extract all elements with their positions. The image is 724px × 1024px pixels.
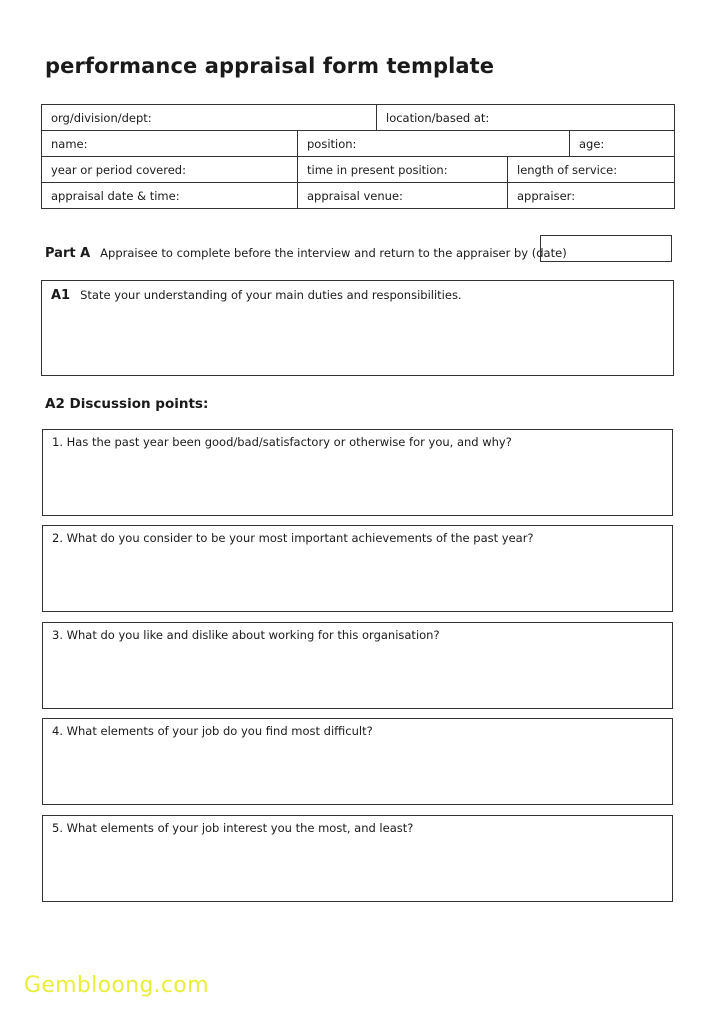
watermark: Gembloong.com <box>24 973 209 998</box>
appraisal-venue-field[interactable]: appraisal venue: <box>298 183 508 209</box>
appraisal-date-field[interactable]: appraisal date & time: <box>42 183 298 209</box>
period-covered-field[interactable]: year or period covered: <box>42 157 298 183</box>
question-text: 2. What do you consider to be your most important achievements of the past year? <box>52 531 534 545</box>
a2-heading: A2 Discussion points: <box>45 396 209 412</box>
part-a-instruction <box>45 246 567 261</box>
question-text: 3. What do you like and dislike about working for this organisation? <box>52 628 440 642</box>
part-a-label: Part A <box>45 246 91 261</box>
age-field[interactable]: age: <box>570 131 675 157</box>
position-field[interactable]: position: <box>298 131 570 157</box>
time-in-position-field[interactable]: time in present position: <box>298 157 508 183</box>
info-table <box>41 104 675 209</box>
name-field[interactable]: name: <box>42 131 298 157</box>
question-text: 5. What elements of your job interest you the most, and least? <box>52 821 414 835</box>
a1-text: State your understanding of your main duties and responsibilities. <box>80 288 462 302</box>
question-box-1[interactable] <box>42 429 673 516</box>
page-title: performance appraisal form template <box>45 54 495 78</box>
question-box-3[interactable] <box>42 622 673 709</box>
appraiser-field[interactable]: appraiser: <box>508 183 675 209</box>
a1-section-box[interactable] <box>41 280 674 376</box>
question-text: 1. Has the past year been good/bad/satisfactory or otherwise for you, and why? <box>52 435 512 449</box>
question-box-5[interactable] <box>42 815 673 902</box>
location-field[interactable]: location/based at: <box>377 105 675 131</box>
length-of-service-field[interactable]: length of service: <box>508 157 675 183</box>
question-box-4[interactable] <box>42 718 673 805</box>
part-a-text: Appraisee to complete before the interview and return to the appraiser by (date) <box>100 246 567 260</box>
question-box-2[interactable] <box>42 525 673 612</box>
org-division-dept-field[interactable]: org/division/dept: <box>42 105 377 131</box>
return-date-box[interactable] <box>540 235 672 262</box>
a1-label: A1 <box>51 288 71 303</box>
question-text: 4. What elements of your job do you find most difficult? <box>52 724 373 738</box>
